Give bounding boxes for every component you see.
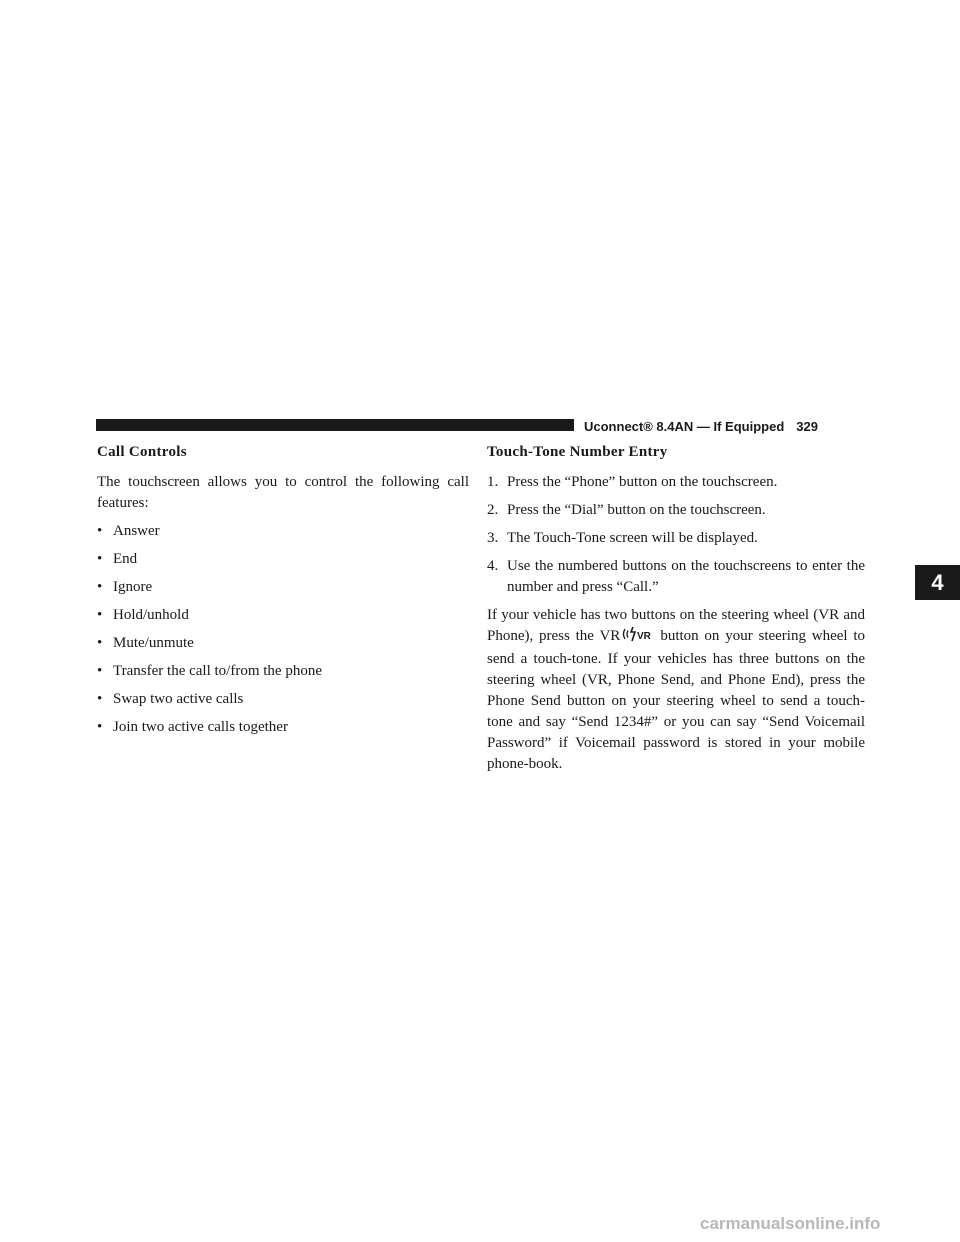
intro-paragraph: The touchscreen allows you to control the following call features: [97, 474, 469, 511]
left-column [97, 441, 469, 745]
bullet-icon: • [97, 579, 103, 595]
list-item: • Mute/unmute [97, 633, 469, 654]
step-item: 3. The Touch-Tone screen will be displayed. [487, 530, 758, 546]
right-column [487, 441, 865, 782]
list-item: • Join two active calls together [97, 717, 469, 738]
list-item: • Answer [97, 521, 469, 542]
voice-recognition-icon [622, 626, 658, 649]
list-item: • End [97, 549, 469, 570]
list-item: • Hold/unhold [97, 605, 469, 626]
bullet-icon: • [97, 607, 103, 623]
bullet-icon: • [97, 719, 103, 735]
list-item: • Swap two active calls [97, 689, 469, 710]
bullet-icon: • [97, 691, 103, 707]
section-heading-touch-tone: Touch-Tone Number Entry [487, 444, 668, 460]
header-title: Uconnect® 8.4AN — If Equipped [584, 419, 785, 434]
page-number: 329 [796, 419, 818, 434]
step-item: 2. Press the “Dial” button on the touchscreen. [487, 502, 766, 518]
step-item: 4. Use the numbered buttons on the touchscreens to enter the number and press “Call.” [487, 558, 865, 595]
bullet-icon: • [97, 635, 103, 651]
section-heading-call-controls: Call Controls [97, 444, 187, 460]
watermark: carmanualsonline.info [700, 1214, 881, 1233]
bullet-icon: • [97, 523, 103, 539]
steering-wheel-paragraph: If your vehicle has two buttons on the steering wheel (VR and Phone), press the VR VR button on your steering wheel to send a touch-tone. If your vehicles has three buttons on the steering wheel (VR, Phone Send, and Phone End), press the Phone Send button on your steering wheel to send a touch-tone and say “Send 1234#” or you can say “Send Voicemail Password” if Voicemail password is stored in your mobile phone-book. [487, 607, 866, 772]
header-rule [96, 419, 574, 431]
svg-text:VR: VR [637, 631, 652, 642]
list-item: • Transfer the call to/from the phone [97, 661, 469, 682]
call-feature-list [97, 521, 469, 738]
bullet-icon: • [97, 551, 103, 567]
running-header [584, 419, 818, 434]
touch-tone-steps [487, 472, 865, 598]
bullet-icon: • [97, 663, 103, 679]
step-item: 1. Press the “Phone” button on the touchscreen. [487, 474, 778, 490]
chapter-tab: 4 [915, 565, 960, 600]
list-item: • Ignore [97, 577, 469, 598]
